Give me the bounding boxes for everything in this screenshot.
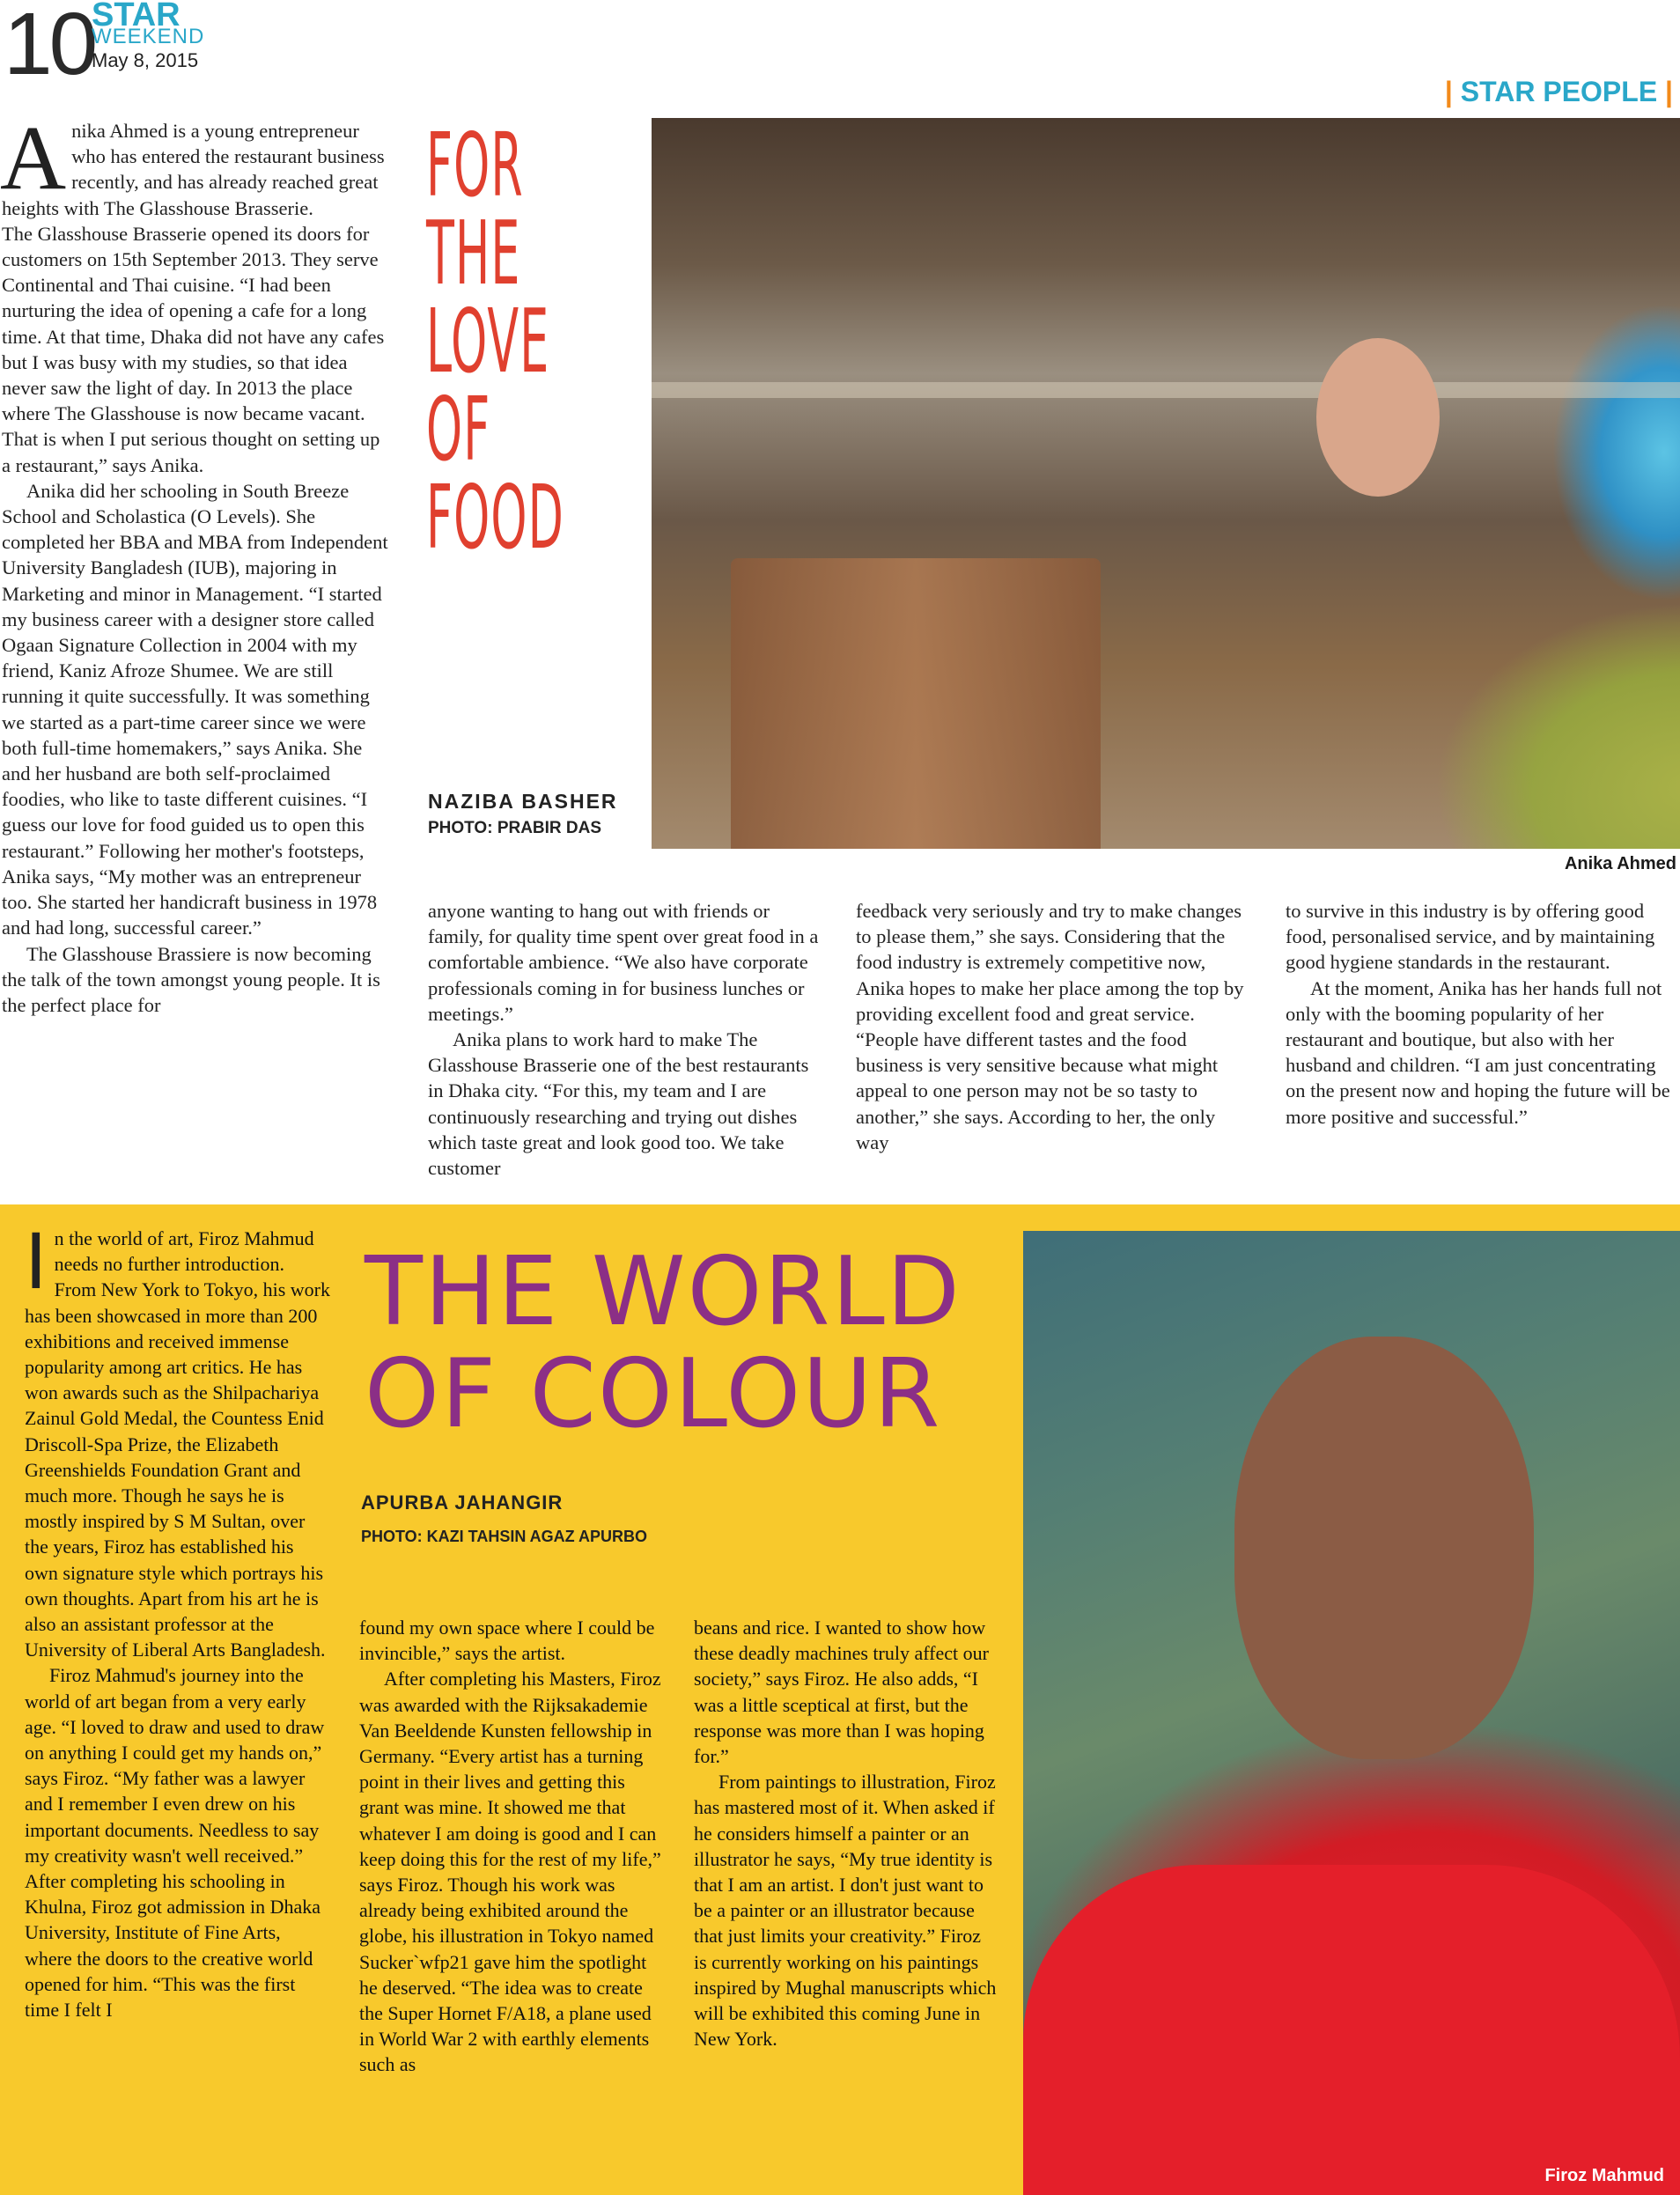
dropcap: I [25, 1216, 48, 1306]
photo-face [1316, 338, 1440, 497]
paragraph: n the world of art, Firoz Mahmud needs no further introduction. From New York to Tokyo, his work has been showcased in more than 200 exhibitions and received immense popularity among art critics. He has won awards such as the Shilpachariya Zainul Gold Medal, the Countess Enid Driscoll-Spa Prize, the Elizabeth Greenshields Foundation Grant and much more. Though he says he is mostly inspired by S M Sultan, over the years, Firoz has established his own signature style which portrays his own thoughts. Apart from his art he is also an assistant professor at the University of Liberal Arts Bangladesh. [25, 1227, 330, 1661]
paragraph: After completing his Masters, Firoz was awarded with the Rijksakademie Van Beeldende Kunsten fellowship in Germany. “Every artist has a turning point in their lives and getting this grant was mine. It showed me that whatever I am doing is good and I can keep doing this for the rest of my life,” says Firoz. Though his work was already being exhibited around the globe, his illustration in Tokyo named Sucker`wfp21 gave him the spotlight he deserved. “The idea was to create the Super Hornet F/A18, a plane used in World War 2 with earthly elements such as [359, 1668, 661, 2076]
photo1-caption: Anika Ahmed [1564, 854, 1676, 873]
article2-author: APURBA JAHANGIR [361, 1492, 564, 1514]
anika-ahmed-photo [652, 118, 1680, 849]
article2-column-2 [359, 1615, 662, 2078]
article2-headline [365, 1237, 962, 1449]
section-bar-right: | [1665, 76, 1673, 107]
firoz-mahmud-photo [1023, 1231, 1680, 2195]
paragraph: to survive in this industry is by offering good food, personalised service, and by maintaining good hygiene standards in the restaurant. [1286, 900, 1655, 974]
photo-head [1234, 1337, 1534, 1759]
photo2-caption: Firoz Mahmud [1544, 2166, 1664, 2185]
headline-line: LOVE [426, 290, 550, 393]
paragraph: found my own space where I could be invincible,” says the artist. [359, 1617, 655, 1665]
article1-column-2 [428, 898, 824, 1181]
headline-line: OF COLOUR [365, 1339, 942, 1449]
dropcap: A [0, 107, 67, 209]
headline-line: FOR [426, 114, 524, 217]
headline-line: THE WORLD [365, 1237, 962, 1347]
paragraph: Firoz Mahmud's journey into the world of art began from a very early age. “I loved to draw and used to draw on anything I could get my hands on,” says Firoz. “My father was a lawyer and I remember I even drew on his important documents. Needless to say my creativity wasn't well received.” After completing his schooling in Khulna, Firoz got admission in Dhaka University, Institute of Fine Arts, where the doors to the creative world opened for him. “This was the first time I felt I [25, 1664, 325, 2022]
article1-column-3 [856, 898, 1252, 1155]
photo-shelf [652, 382, 1680, 398]
paragraph: nika Ahmed is a young entrepreneur who has entered the restaurant business recently, and has already reached great heights with The Glasshouse Brasserie. [2, 120, 385, 219]
headline-line: FOOD [426, 466, 564, 569]
article1-column-1 [0, 107, 393, 1018]
paragraph: Anika did her schooling in South Breeze School and Scholastica (O Levels). She completed her BBA and MBA from Independent University Bangladesh (IUB), majoring in Marketing and minor in Management. “I started my business career with a designer store called Ogaan Signature Collection in 2004 with my friend, Kaniz Afroze Shumee. We are still running it quite successfully. It was something we started as a part-time career since we were both full-time homemakers,” says Anika. She and her husband are both self-proclaimed foodies, who like to taste different cuisines. “I guess our love for food guided us to open this restaurant.” Following her mother's footsteps, Anika says, “My mother was an entrepreneur too. She started her handicraft business in 1978 and had long, successful career.” [2, 479, 388, 939]
paragraph: beans and rice. I wanted to show how these deadly machines truly affect our society,” says Firoz. He also adds, “I was a little sceptical at first, but the response was more than I was hoping for.” [694, 1617, 989, 1768]
paragraph: The Glasshouse Brassiere is now becoming the talk of the town amongst young people. It is the perfect place for [2, 942, 380, 1016]
section-tag [1445, 77, 1673, 106]
brand-logo: STAR [92, 0, 181, 33]
paragraph: At the moment, Anika has her hands full not only with the booming popularity of her restaurant and boutique, but also with her husband and children. “I am just concentrating on the present now and hoping the future will be more positive and successful.” [1286, 976, 1670, 1128]
article1-column-4 [1286, 898, 1676, 1130]
section-label: STAR PEOPLE [1460, 76, 1658, 107]
paragraph: feedback very seriously and try to make changes to please them,” she says. Considering that the food industry is extremely competitive now, Anika hopes to make her place among the top by providing excellent food and great service. “People have different tastes and the food business is very sensitive because what might appeal to one person may not be so tasty to another,” she says. According to her, the only way [856, 900, 1244, 1153]
article1-photo-credit: PHOTO: PRABIR DAS [428, 819, 602, 837]
article2-photo-credit: PHOTO: KAZI TAHSIN AGAZ APURBO [361, 1528, 647, 1545]
headline-line: THE [426, 202, 521, 305]
photo-chair [731, 558, 1101, 849]
article2-column-3 [694, 1615, 997, 2051]
section-bar-left: | [1444, 76, 1453, 107]
paragraph: From paintings to illustration, Firoz has mastered most of it. When asked if he considers himself a painter or an illustrator he says, “My true identity is that I am an artist. I don't just want to be a painter or an illustrator because that just limits your creativity.” Firoz is currently working on his paintings inspired by Mughal manuscripts which will be exhibited this coming June in New York. [694, 1771, 997, 2051]
article1-author: NAZIBA BASHER [428, 790, 618, 813]
page-number: 10 [4, 0, 95, 93]
article1-headline [426, 114, 564, 569]
paragraph: The Glasshouse Brasserie opened its doors for customers on 15th September 2013. They serve Continental and Thai cuisine. “I had been nurturing the idea of opening a cafe for a long time. At that time, Dhaka did not have any cafes but I was busy with my studies, so that idea never saw the light of day. In 2013 the place where The Glasshouse is now became vacant. That is when I put serious thought on setting up a restaurant,” says Anika. [2, 222, 385, 476]
photo-shirt [1023, 1865, 1680, 2195]
issue-date: May 8, 2015 [92, 49, 199, 71]
paragraph: Anika plans to work hard to make The Glasshouse Brasserie one of the best restaurants in Dhaka city. “For this, my team and I are continuously researching and trying out dishes which taste great and look good too. We take customer [428, 1028, 809, 1180]
paragraph: anyone wanting to hang out with friends or family, for quality time spent over great food in a comfortable ambience. “We also have corporate professionals coming in for business lunches or meetings.” [428, 900, 819, 1025]
headline-line: OF [426, 378, 491, 481]
article2-column-1 [25, 1216, 331, 2022]
brand-subtitle: WEEKEND [92, 25, 205, 48]
